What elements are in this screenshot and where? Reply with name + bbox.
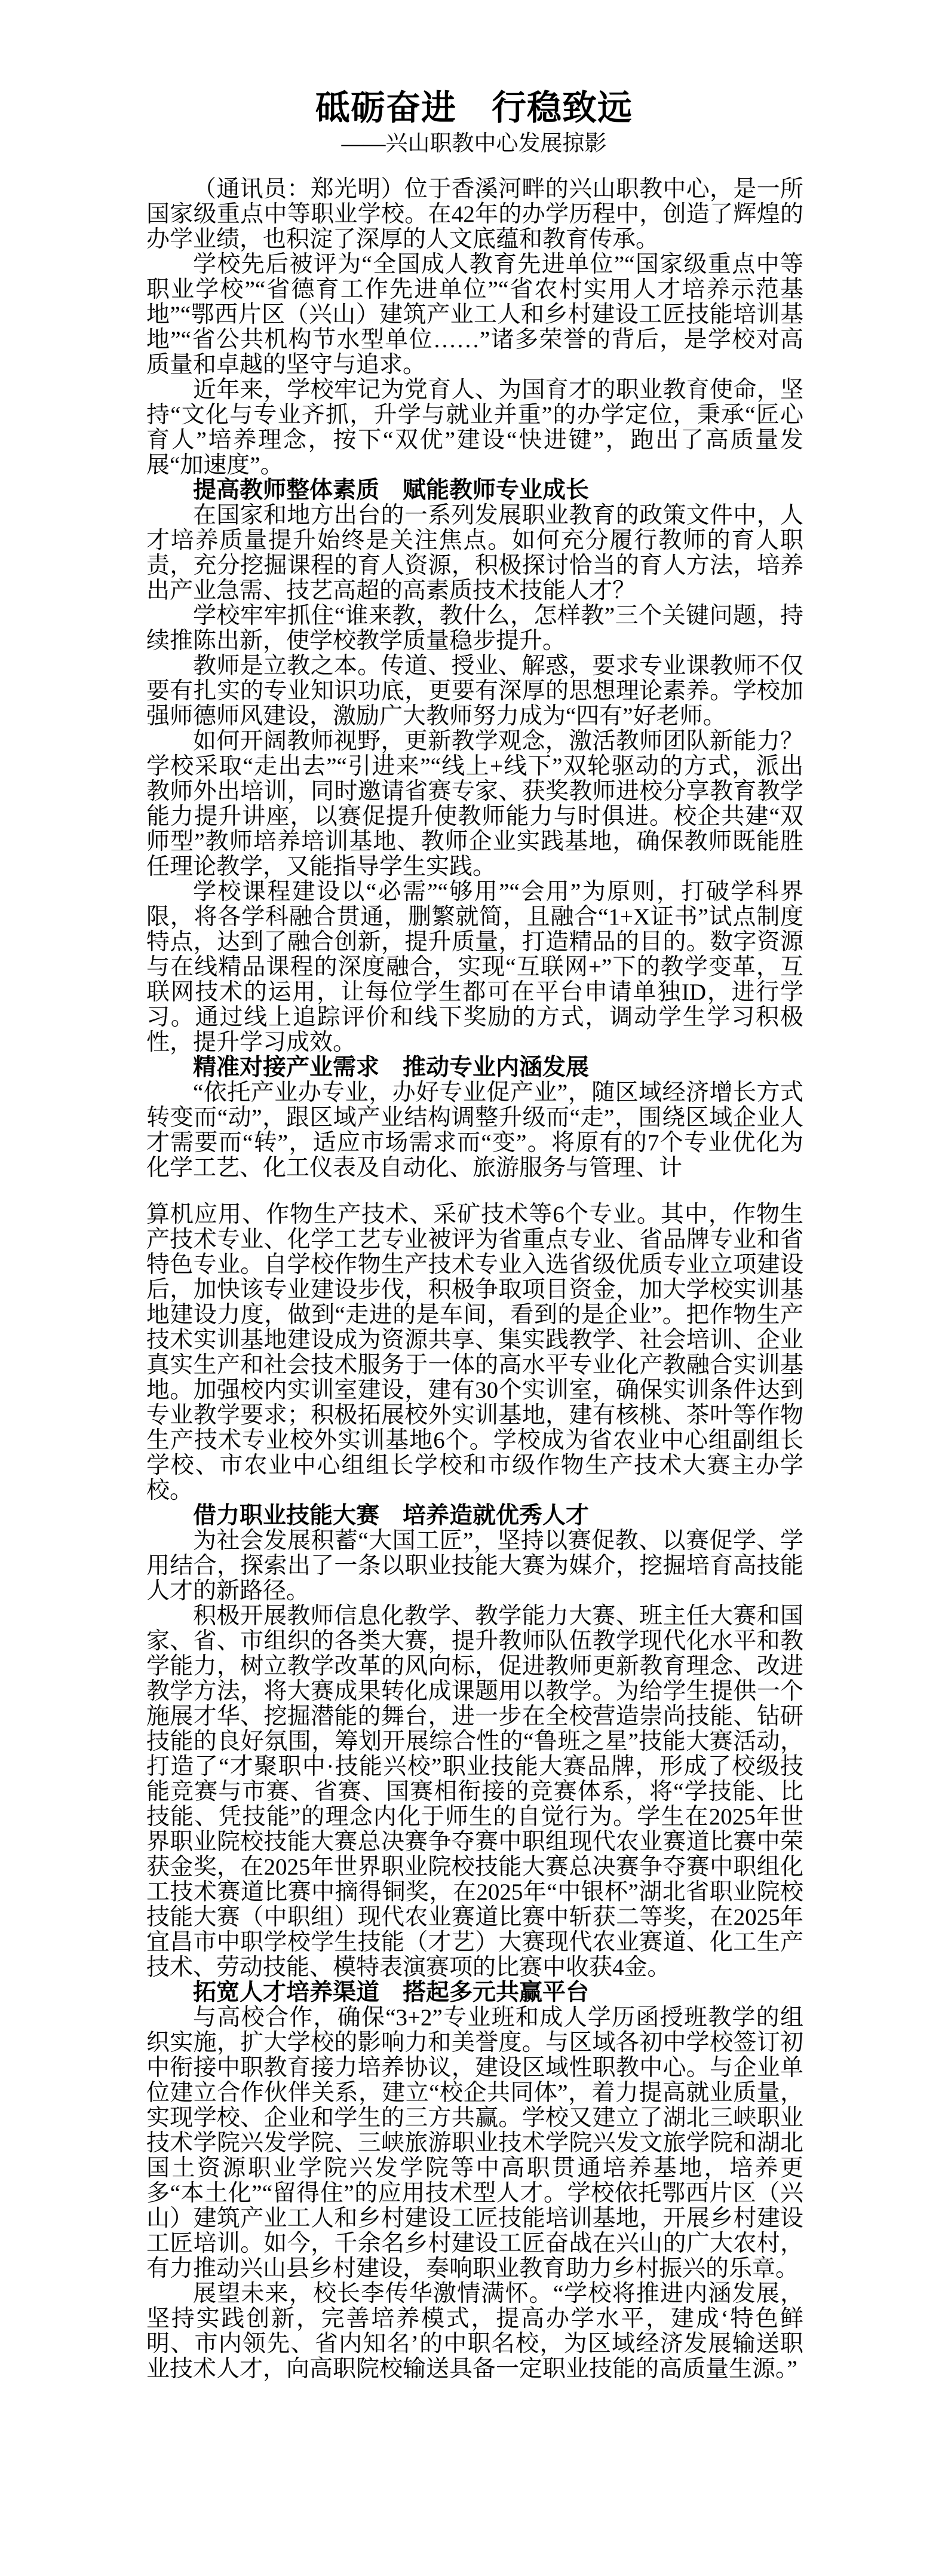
blank-line: [146, 1181, 803, 1202]
section-heading: 提高教师整体素质 赋能教师专业成长: [193, 477, 590, 503]
section-heading: 精准对接产业需求 推动专业内涵发展: [193, 1055, 590, 1080]
paragraph: 如何开阔教师视野，更新教学观念，激活教师团队新能力？学校采取“走出去”“引进来”“线上+线下”双轮驱动的方式，派出教师外出培训，同时邀请省赛专家、获奖教师进校分享教育教学能力提升讲座，以赛促提升使教师能力与时俱进。校企共建“双师型”教师培养培训基地、教师企业实践基地，确保教师既能胜任理论教学，又能指导学生实践。: [146, 728, 803, 880]
paragraph: 展望未来，校长李传华激情满怀。“学校将推进内涵发展，坚持实践创新，完善培养模式，提高办学水平，建成‘特色鲜明、市内领先、省内知名’的中职名校，为区域经济发展输送职业技术人才，向高职院校输送具备一定职业技能的高质量生源。”: [146, 2281, 803, 2382]
paragraph: 积极开展教师信息化教学、教学能力大赛、班主任大赛和国家、省、市组织的各类大赛，提升教师队伍教学现代化水平和教学能力，树立教学改革的风向标，促进教师更新教育理念、改进教学方法，将大赛成果转化成课题用以教学。为给学生提供一个施展才华、挖掘潜能的舞台，进一步在全校营造崇尚技能、钻研技能的良好氛围，筹划开展综合性的“鲁班之星”技能大赛活动，打造了“才聚职中·技能兴校”职业技能大赛品牌，形成了校级技能竞赛与市赛、省赛、国赛相衔接的竞赛体系，将“学技能、比技能、凭技能”的理念内化于师生的自觉行为。学生在2025年世界职业院校技能大赛总决赛争夺赛中职组现代农业赛道比赛中荣获金奖，在2025年世界职业院校技能大赛总决赛争夺赛中职组化工技术赛道比赛中摘得铜奖，在2025年“中银杯”湖北省职业院校技能大赛（中职组）现代农业赛道比赛中斩获二等奖，在2025年宜昌市中职学校学生技能（才艺）大赛现代农业赛道、化工生产技术、劳动技能、模特表演赛项的比赛中收获4金。: [146, 1603, 803, 1980]
paragraph: 近年来，学校牢记为党育人、为国育才的职业教育使命，坚持“文化与专业齐抓，升学与就业并重”的办学定位，秉承“匠心育人”培养理念，按下“双优”建设“快进键”，跑出了高质量发展“加速度”。: [146, 377, 803, 478]
paragraph: 为社会发展积蓄“大国工匠”，坚持以赛促教、以赛促学、学用结合，探索出了一条以职业技能大赛为媒介，挖掘培育高技能人才的新路径。: [146, 1528, 803, 1604]
article-body: [146, 177, 803, 2382]
section-heading: 借力职业技能大赛 培养造就优秀人才: [193, 1503, 590, 1529]
section-heading: 拓宽人才培养渠道 搭起多元共赢平台: [193, 1980, 590, 2005]
paragraph: 在国家和地方出台的一系列发展职业教育的政策文件中，人才培养质量提升始终是关注焦点。如何充分履行教师的育人职责，充分挖掘课程的育人资源，积极探讨恰当的育人方法，培养出产业急需、技艺高超的高素质技术技能人才？: [146, 503, 803, 604]
paragraph: 学校课程建设以“必需”“够用”“会用”为原则，打破学科界限，将各学科融合贯通，删繁就简，且融合“1+X证书”试点制度特点，达到了融合创新，提升质量，打造精品的目的。数字资源与在线精品课程的深度融合，实现“互联网+”下的教学变革，互联网技术的运用，让每位学生都可在平台申请单独ID，进行学习。通过线上追踪评价和线下奖励的方式，调动学生学习积极性，提升学习成效。: [146, 879, 803, 1055]
document-title: 砥砺奋进 行稳致远: [315, 88, 633, 127]
paragraph: 教师是立教之本。传道、授业、解惑，要求专业课教师不仅要有扎实的专业知识功底，更要有深厚的思想理论素养。学校加强师德师风建设，激励广大教师努力成为“四有”好老师。: [146, 653, 803, 729]
paragraph: 与高校合作，确保“3+2”专业班和成人学历函授班教学的组织实施，扩大学校的影响力和美誉度。与区域各初中学校签订初中衔接中职教育接力培养协议，建设区域性职教中心。与企业单位建立合作伙伴关系，建立“校企共同体”，着力提高就业质量，实现学校、企业和学生的三方共赢。学校又建立了湖北三峡职业技术学院兴发学院、三峡旅游职业技术学院兴发文旅学院和湖北国土资源职业学院兴发学院等中高职贯通培养基地，培养更多“本土化”“留得住”的应用技术型人才。学校依托鄂西片区（兴山）建筑产业工人和乡村建设工匠技能培训基地，开展乡村建设工匠培训。如今，千余名乡村建设工匠奋战在兴山的广大农村，有力推动兴山县乡村建设，奏响职业教育助力乡村振兴的乐章。: [146, 2005, 803, 2281]
paragraph: （通讯员：郑光明）位于香溪河畔的兴山职教中心，是一所国家级重点中等职业学校。在42年的办学历程中，创造了辉煌的办学业绩，也积淀了深厚的人文底蕴和教育传承。: [146, 176, 803, 252]
paragraph: 学校先后被评为“全国成人教育先进单位”“国家级重点中等职业学校”“省德育工作先进单位”“省农村实用人才培养示范基地”“鄂西片区（兴山）建筑产业工人和乡村建设工匠技能培训基地”“省公共机构节水型单位……”诸多荣誉的背后，是学校对高质量和卓越的坚守与追求。: [146, 252, 803, 378]
paragraph-continuation: 算机应用、作物生产技术、采矿技术等6个专业。其中，作物生产技术专业、化学工艺专业被评为省重点专业、省品牌专业和省特色专业。自学校作物生产技术专业入选省级优质专业立项建设后，加快该专业建设步伐，积极争取项目资金，加大学校实训基地建设力度，做到“走进的是车间，看到的是企业”。把作物生产技术实训基地建设成为资源共享、集实践教学、社会培训、企业真实生产和社会技术服务于一体的高水平专业化产教融合实训基地。加强校内实训室建设，建有30个实训室，确保实训条件达到专业教学要求；积极拓展校外实训基地，建有核桃、茶叶等作物生产技术专业校外实训基地6个。学校成为省农业中心组副组长学校、市农业中心组组长学校和市级作物生产技术大赛主办学校。: [146, 1202, 803, 1503]
document-subtitle: ——兴山职教中心发展掠影: [341, 131, 607, 156]
paragraph: “依托产业办专业，办好专业促产业”，随区域经济增长方式转变而“动”，跟区域产业结构调整升级而“走”，围绕区域企业人才需要而“转”，适应市场需求而“变”。将原有的7个专业优化为化学工艺、化工仪表及自动化、旅游服务与管理、计: [146, 1080, 803, 1181]
paragraph: 学校牢牢抓住“谁来教，教什么，怎样教”三个关键问题，持续推陈出新，使学校教学质量稳步提升。: [146, 603, 803, 654]
